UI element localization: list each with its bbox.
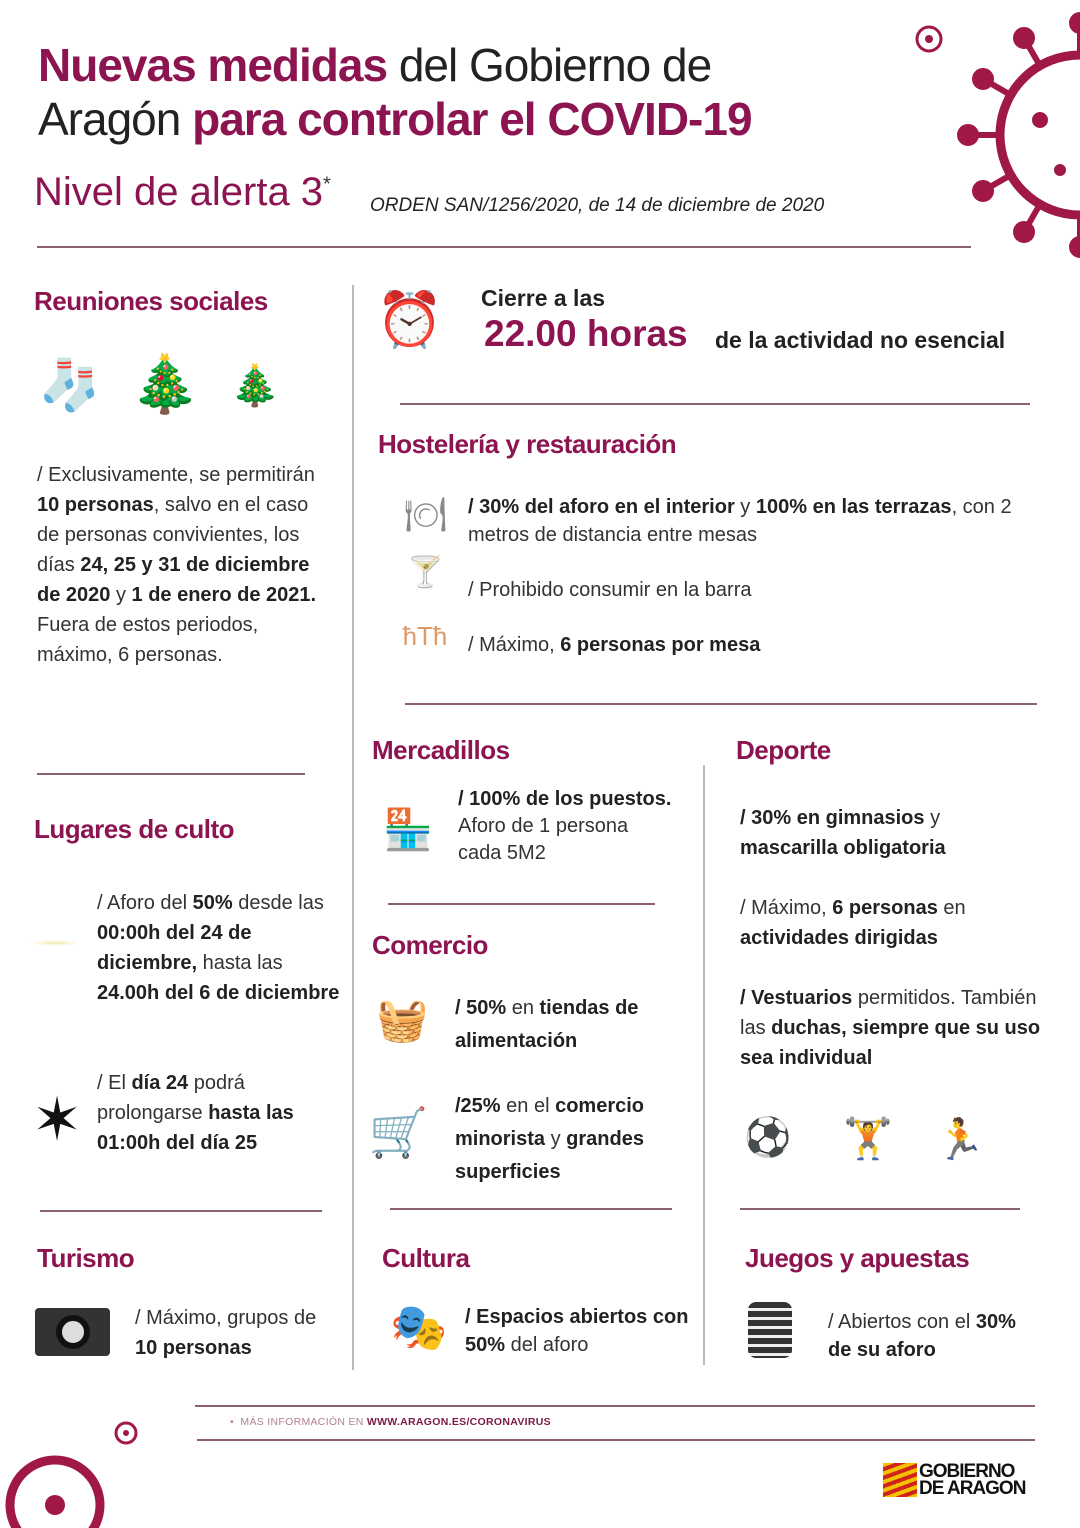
text: / Máximo, <box>740 897 833 919</box>
column-divider <box>352 285 354 1370</box>
alert-footnote-mark: * <box>323 173 331 196</box>
section-title-turismo: Turismo <box>37 1243 135 1273</box>
page-title <box>38 38 752 146</box>
bold-text: comercio minorista <box>455 1095 645 1150</box>
divider <box>400 403 1030 405</box>
virus-spike-tip <box>1072 239 1080 255</box>
virus-spike-tip <box>1016 30 1032 46</box>
more-info-link[interactable]: WWW.ARAGON.ES/CORONAVIRUS <box>366 1416 551 1428</box>
closing-line-1: Cierre a las <box>481 285 606 311</box>
text: del Gobierno de <box>387 39 712 91</box>
closing-rest: de la actividad no esencial <box>715 327 1006 353</box>
logo-line-2: DE ARAGON <box>919 1478 1026 1499</box>
section-title-hosteleria: Hostelería y restauración <box>378 429 677 459</box>
logo-line-1: GOBIERNO <box>919 1461 1015 1482</box>
bold-text: para controlar el COVID-19 <box>192 93 752 145</box>
text: podrá prolongarse <box>97 1072 245 1124</box>
runner-icon: 🏃 <box>935 1117 985 1162</box>
divider <box>405 703 1037 705</box>
text: y <box>545 1128 567 1150</box>
bold-text: 10 personas <box>135 1337 252 1359</box>
alarm-clock-icon: ⏰ <box>376 289 444 350</box>
virus-spike-tip <box>960 127 976 143</box>
weightlifter-icon: 🏋 <box>843 1116 893 1161</box>
virus-decoration-icon <box>940 0 1080 270</box>
bold-text: / Vestuarios <box>740 987 853 1009</box>
bold-text: hasta las 01:00h del día 25 <box>97 1102 294 1154</box>
section-title-cultura: Cultura <box>382 1243 470 1273</box>
deporte-item-1 <box>740 803 1040 863</box>
deporte-item-2 <box>740 893 1040 953</box>
virus-spike-tip <box>975 183 991 199</box>
closing-time: 22.00 horas <box>484 313 688 354</box>
text: desde las <box>232 892 324 914</box>
divider <box>40 1210 322 1212</box>
text: hasta las <box>197 952 283 974</box>
section-title-culto: Lugares de culto <box>34 814 235 844</box>
bold-text: 6 personas <box>832 897 938 919</box>
bullet: • <box>230 1416 241 1428</box>
more-info <box>230 1416 551 1428</box>
bold-text: / 100% de los puestos. <box>458 788 672 810</box>
divider <box>37 773 305 775</box>
bold-text: mascarilla obligatoria <box>740 837 946 859</box>
text: / El <box>97 1072 132 1094</box>
text: / Exclusivamente, se permitirán <box>37 464 315 486</box>
table-chairs-icon: ħTħ <box>402 620 448 651</box>
culto-item-1 <box>97 888 342 1008</box>
turismo-text <box>135 1303 335 1363</box>
text: , salvo en el caso de personas convivientes, los días <box>37 494 309 576</box>
title-line-1 <box>38 38 752 92</box>
juegos-text <box>828 1308 1028 1364</box>
bold-text: 10 personas <box>37 494 154 516</box>
camera-icon <box>35 1308 110 1356</box>
text: / Máximo, <box>468 634 561 656</box>
text: , con 2 metros de distancia entre mesas <box>468 496 1012 546</box>
title-line-2 <box>38 92 752 146</box>
comercio-item-1 <box>455 992 690 1058</box>
divider <box>390 1208 672 1210</box>
bold-text: / 30% en gimnasios <box>740 807 925 829</box>
text: / Aforo del <box>97 892 193 914</box>
text: / Abiertos con el <box>828 1311 976 1333</box>
text: / Máximo, grupos de <box>135 1307 317 1329</box>
order-reference: ORDEN SAN/1256/2020, de 14 de diciembre de 2020 <box>370 195 825 216</box>
bold-text: 1 de enero de 2021. <box>131 584 317 606</box>
gobierno-aragon-logo <box>883 1463 1025 1497</box>
bold-text: duchas, siempre que su uso sea individual <box>740 1017 1041 1069</box>
text: y <box>924 807 941 829</box>
hosteleria-item-2 <box>468 575 751 605</box>
bold-text: 30% de su aforo <box>828 1311 1016 1361</box>
text: y <box>734 496 756 518</box>
comercio-item-2 <box>455 1090 695 1189</box>
bold-text: 50% <box>192 892 233 914</box>
virus-spike-tip <box>1016 224 1032 240</box>
casino-chips-icon <box>748 1302 792 1358</box>
text: Aforo de 1 persona cada 5M2 <box>458 815 629 864</box>
bold-text: 6 personas por mesa <box>560 634 761 656</box>
section-title-juegos: Juegos y apuestas <box>745 1243 970 1273</box>
text: permitidos. También las <box>740 987 1037 1039</box>
text: en el <box>500 1095 556 1117</box>
bold-text: 100% en las terrazas <box>755 496 952 518</box>
bold-text: 24, 25 y 31 de diciembre de 2020 <box>37 554 310 606</box>
section-title-comercio: Comercio <box>372 930 488 960</box>
market-stall-icon: 🏪 <box>383 807 433 852</box>
deporte-item-3 <box>740 983 1060 1073</box>
text: en <box>937 897 966 919</box>
christmas-stocking-icon: 🧦 <box>38 356 102 413</box>
section-title-mercadillos: Mercadillos <box>372 735 510 765</box>
footer-divider-top <box>195 1405 1035 1407</box>
hosteleria-item-1 <box>468 493 1028 549</box>
alert-level-text: Nivel de alerta 3 <box>34 170 324 214</box>
more-info-prefix: MÁS INFORMACIÓN EN <box>240 1416 367 1428</box>
small-virus-icon <box>905 15 953 63</box>
bold-text: / 50% <box>455 997 507 1019</box>
bold-text: / 30% del aforo en el interior <box>468 496 735 518</box>
ornaments-icon: 🎄 <box>230 363 280 408</box>
bold-text: grandes superficies <box>455 1128 644 1183</box>
text: / Prohibido consumir en la barra <box>468 579 752 601</box>
bold-text: / Espacios abiertos con 50% <box>465 1306 689 1356</box>
bold-text: día 24 <box>131 1072 189 1094</box>
theater-masks-icon: 🎭 <box>390 1301 448 1353</box>
divider <box>388 903 655 905</box>
hosteleria-item-3 <box>468 630 760 660</box>
bold-text: tiendas de alimentación <box>455 997 639 1052</box>
aragon-flag-icon <box>883 1463 917 1497</box>
alert-level <box>34 170 331 215</box>
bold-text: 00:00h del 24 de diciembre, <box>97 922 252 974</box>
section-title-deporte: Deporte <box>736 735 831 765</box>
bold-text: 24.00h del 6 de diciembre <box>97 982 340 1004</box>
mercadillos-text <box>458 786 673 867</box>
small-virus-bottom-icon <box>108 1415 144 1451</box>
text: Aragón <box>38 93 193 145</box>
text: y <box>110 584 132 606</box>
header-divider <box>37 246 971 248</box>
text: en <box>506 997 540 1019</box>
bold-text: /25% <box>455 1095 501 1117</box>
soccer-ball-icon: ⚽ <box>744 1117 792 1159</box>
column-divider <box>703 765 705 1365</box>
footer-divider-bottom <box>197 1439 1035 1441</box>
culto-item-2 <box>97 1068 337 1158</box>
text: Fuera de estos periodos, máximo, 6 personas. <box>37 614 259 666</box>
christmas-tree-icon: 🎄 <box>130 352 200 415</box>
divider <box>740 1208 1020 1210</box>
text: del aforo <box>505 1334 589 1356</box>
cultura-text <box>465 1303 690 1359</box>
virus-spike-tip <box>1072 15 1080 31</box>
section-title-reuniones: Reuniones sociales <box>34 286 268 316</box>
bold-text: actividades dirigidas <box>740 927 938 949</box>
bold-text: Nuevas medidas <box>38 39 388 91</box>
glow-star-icon <box>30 940 80 946</box>
reuniones-text <box>37 460 322 670</box>
cloche-icon: 🍽 <box>403 495 448 534</box>
sparkle-star-icon: ✶ <box>31 1086 83 1153</box>
virus-spike-tip <box>975 71 991 87</box>
basket-icon: 🧺 <box>376 996 429 1043</box>
cocktail-icon: 🍸 <box>406 556 445 589</box>
shopping-cart-icon: 🛒 <box>368 1107 429 1160</box>
